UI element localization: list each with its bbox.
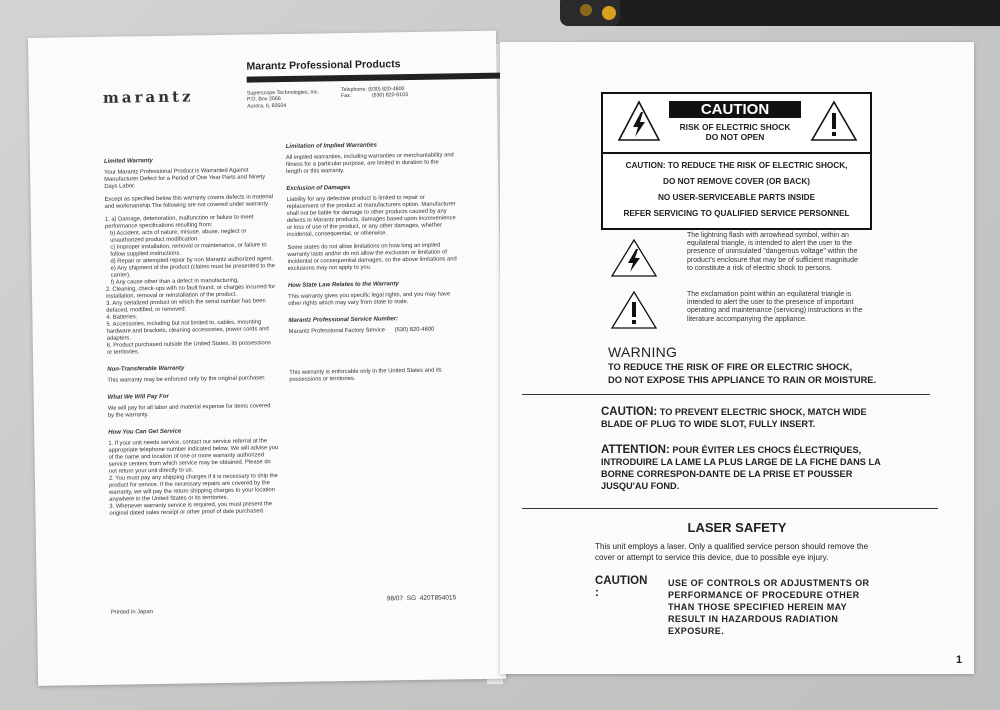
exclamation-symbol-icon: [610, 290, 658, 330]
paragraph: This warranty gives you specific legal rights, and you may have other rights which may vary from state to state.: [288, 291, 451, 307]
divider: [522, 508, 938, 509]
phone-line: Fax: (630) 820-8103: [340, 92, 409, 100]
list-item: 3. Any serialized product on which the serial number has been defaced, modified, or removed.: [106, 298, 266, 314]
caution-line: DO NOT REMOVE COVER (OR BACK): [663, 177, 810, 186]
exclusion-list: [105, 214, 277, 357]
paragraph: We will pay for all labor and material expense for items covered by the warranty.: [107, 403, 271, 419]
paragraph: Except as specified below this warranty covers defects in material and workmanship.The following are not covered under warranty.: [104, 194, 274, 210]
black-device: [560, 0, 1000, 28]
caution-subtitle-line: DO NOT OPEN: [705, 132, 765, 142]
address-line: Superscope Technologies, Inc.: [246, 89, 319, 97]
paragraph: Liability for any defective product is limited to repair or replacement of the product at manufacturers option. Manufacturer shall not be liable for damage to other products caused by any defects in Marantz products, damages based upon inconvenience or loss of use of the product, or any other damages, whether incidental, consequential, or otherwise.: [286, 194, 456, 238]
phone-line: Telephone: (630) 820-4800: [340, 86, 405, 94]
company-address: [247, 89, 337, 110]
list-item: e) Any shipment of the product (claims must be presented to the carrier).: [110, 263, 276, 279]
caution-label-box: [601, 92, 872, 230]
section-heading: Limitation of Implied Warranties: [285, 142, 378, 150]
caution-line: CAUTION: TO REDUCE THE RISK OF ELECTRIC SHOCK,: [625, 161, 848, 170]
lightning-symbol-text: The lightning flash with arrowhead symbol, within an equilateral triangle, is intended to alert the user to the presence of uninsulated "dangerous voltage" within the product's enclosure that may be of sufficient magnitude to constitute a risk of electric shock to persons.: [687, 232, 858, 272]
document-code: 98/07 SG 420T854015: [386, 594, 457, 603]
paragraph: Marantz Professional Factory Service (630) 820-4800: [288, 326, 435, 335]
list-item: c) Improper installation, removal or maintenance, or failure to follow supplied instructions.: [110, 242, 267, 258]
list-item: f) Any cause other than a defect in manufacturing.: [110, 277, 239, 286]
address-line: P.O. Box 2066: [246, 96, 281, 103]
warning-title: WARNING: [608, 344, 678, 360]
marantz-logo: marantz: [102, 87, 194, 107]
caution-line: NO USER-SERVICEABLE PARTS INSIDE: [657, 193, 816, 202]
device-screw-icon: [580, 4, 592, 16]
page-number: 1: [956, 654, 963, 666]
section-heading: Limited Warranty: [103, 158, 153, 165]
section-heading: Non-Transferable Warranty: [107, 365, 185, 373]
paragraph: All implied warranties, including warranties or merchantability and fitness for a particular purpose, are limited in duration to the length or this warranty.: [285, 152, 454, 175]
caution-label-top: [603, 94, 870, 154]
divider: [522, 394, 930, 395]
list-item: 2. Cleaning, check-ups with no fault found, or charges incurred for installation, removal or reinstallation of the product.: [105, 284, 276, 300]
paragraph: Some states do not allow limitations on how long an implied warranty lasts and/or do not allow the exclusion or limitation of incidental or consequential damages, so the above limitations and exclusions may not apply to you.: [287, 242, 457, 272]
caution-subtitle-line: RISK OF ELECTRIC SHOCK: [679, 122, 791, 132]
attention-lead: ATTENTION:: [601, 444, 670, 456]
device-body: [582, 0, 1000, 26]
list-item: 4. Batteries.: [106, 314, 138, 321]
warranty-column-2: [286, 131, 460, 390]
device-button-icon: [602, 6, 616, 20]
page-header: Marantz Professional Products: [246, 58, 401, 73]
section-heading: What We Will Pay For: [107, 393, 169, 401]
attention-notice: [601, 444, 891, 492]
plug-caution-body: TO PREVENT ELECTRIC SHOCK, MATCH WIDE BLADE OF PLUG TO WIDE SLOT, FULLY INSERT.: [601, 407, 867, 429]
section-heading: How State Law Relates to the Warranty: [287, 281, 399, 289]
warranty-column-1: [104, 146, 280, 518]
safety-page: [500, 42, 974, 674]
warranty-page: [28, 31, 506, 686]
section-heading: How You Can Get Service: [108, 428, 182, 436]
warning-text: [608, 361, 876, 387]
caution-subtitle: [665, 122, 805, 142]
paragraph: This warranty is enforcable only in the United States and its possessions or territories.: [289, 367, 442, 383]
lightning-symbol-icon: [610, 238, 658, 278]
plug-caution: [601, 406, 891, 430]
printed-in: Printed in Japan: [110, 609, 153, 616]
paragraph: This warranty may be enforced only by the original purchaser.: [107, 375, 266, 384]
attention-body: POUR ÉVITER LES CHOCS ÉLECTRIQUES, INTRODUIRE LA LAME LA PLUS LARGE DE LA FICHE DANS LA BORNE CORRESPON-DANTE DE LA PRISE ET POUSSER JUSQU'AU FOND.: [601, 445, 881, 491]
lightning-triangle-icon: [617, 100, 661, 142]
company-phone: [341, 85, 461, 100]
list-item: 1. a) Damage, deterioration, malfunction or failure to meet performance specifications resulting from:: [104, 214, 254, 230]
list-item: d) Repair or attempted repair by non Marantz authorized agent.: [110, 256, 273, 265]
list-item: 1. If your unit needs service, contact our service referral at the appropriate telephone number indicated below. We will advise you of the name and location of one or more warranty authorized service centers from which service may be obtained. Please do not return your unit directly to us.: [108, 438, 279, 475]
laser-safety-text: This unit employs a laser. Only a qualified service person should remove the cover or attempt to service this device, due to possible eye injury.: [595, 542, 869, 562]
section-heading: Marantz Professional Service Number:: [288, 316, 399, 324]
list-item: 3. Whenever warranty service is required, you must present the original dated sales receipt or other proof of date purchased.: [109, 501, 273, 517]
list-item: b) Accident, acts of nature, misuse, abuse, neglect or unauthorized product modification.: [110, 228, 247, 244]
list-item: 2. You must pay any shipping charges if it is necessary to ship the product for service. If the necessary repairs are covered by the warranty, we will pay the return shipping charges to your location anywhere in the United States or its territories.: [108, 473, 278, 503]
laser-safety-title: LASER SAFETY: [687, 520, 787, 535]
section-heading: Exclusion of Damages: [286, 184, 351, 192]
laser-caution-lead: CAUTION :: [595, 575, 648, 599]
warning-line: TO REDUCE THE RISK OF FIRE OR ELECTRIC SHOCK,: [608, 362, 853, 372]
warning-line: DO NOT EXPOSE THIS APPLIANCE TO RAIN OR MOISTURE.: [608, 375, 877, 385]
exclamation-triangle-icon: [810, 100, 858, 142]
caution-line: REFER SERVICING TO QUALIFIED SERVICE PERSONNEL: [623, 209, 850, 218]
address-line: Aurora, IL 60504: [247, 102, 287, 110]
header-rule: [247, 72, 507, 82]
caution-title: CAUTION: [669, 101, 801, 118]
plug-caution-lead: CAUTION:: [601, 406, 658, 418]
paragraph: Your Marantz Professional Product is Warranted Against Manufacturer Defect for a Period of One Year Parts and Ninety Days Labor.: [104, 167, 266, 190]
laser-caution-body: USE OF CONTROLS OR ADJUSTMENTS OR PERFORMANCE OF PROCEDURE OTHER THAN THOSE SPECIFIED HEREIN MAY RESULT IN HAZARDOUS RADIATION EXPOSURE.: [668, 578, 870, 636]
list-item: 5. Accessories, including but not limited to, cables, mounting hardware and brackets, cleaning accessories, power cords and adapters.: [106, 319, 269, 342]
list-item: 6. Product purchased outside the United States, its possessions or territories.: [106, 340, 271, 356]
exclamation-symbol-text: The exclamation point within an equilateral triangle is intended to alert the user to the presence of important operating and maintenance (servicing) instructions in the literature accompanying the appliance.: [687, 291, 863, 323]
caution-label-text: [603, 158, 870, 222]
